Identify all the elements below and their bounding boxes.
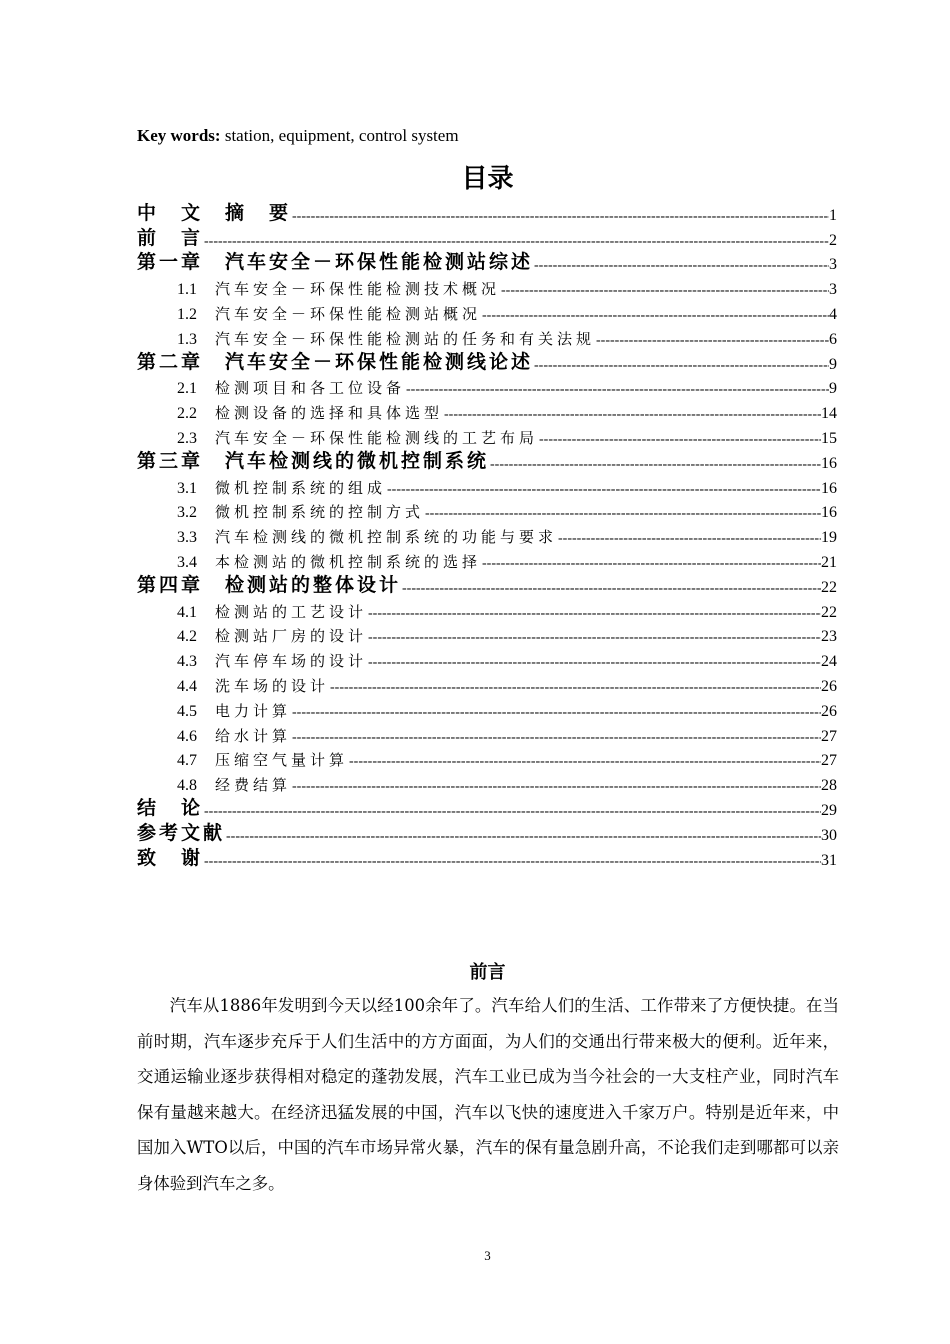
toc-dot-leader [291, 779, 821, 795]
toc-entry-page: 21 [821, 553, 837, 571]
toc-dot-leader [291, 209, 829, 225]
toc-entry-page: 1 [829, 206, 837, 224]
toc-entry [137, 398, 837, 423]
toc-entry-label [137, 427, 538, 448]
toc-entry-number: 4.4 [177, 677, 197, 695]
toc-entry-page: 31 [821, 851, 837, 869]
preface-body: 汽车从1886年发明到今天以经100余年了。汽车给人们的生活、工作带来了方便快捷。在当前时期，汽车逐步充斥于人们生活中的方方面面，为人们的交通出行带来极大的便利。近年来，交通运输业逐步获得相对稳定的蓬勃发展，汽车工业已成为当今社会的一大支柱产业，同时汽车保有量越来越大。在经济迅猛发展的中国，汽车以飞快的速度进入千家万户。特别是近年来，中国加入WTO以后，中国的汽车市场异常火暴，汽车的保有量急剧升高，不论我们走到哪都可以亲身体验到汽车之多。 [137, 996, 839, 1193]
toc-dot-leader [500, 283, 829, 299]
toc-dot-leader [443, 407, 821, 423]
toc-entry-page: 16 [821, 504, 837, 522]
toc-entry-label [137, 601, 367, 622]
toc-entry-page: 27 [821, 752, 837, 770]
toc-dot-leader [348, 754, 821, 770]
toc-entry-label [137, 675, 329, 696]
toc-entry-number: 3.3 [177, 529, 197, 547]
toc-entry-label [137, 328, 595, 349]
toc-entry-page: 4 [829, 305, 837, 323]
toc-entry-label [137, 650, 367, 671]
toc-dot-leader [557, 531, 821, 547]
toc-entry [137, 671, 837, 696]
toc-entry [137, 200, 837, 225]
toc-entry-number: 2.1 [177, 380, 197, 398]
toc-entry-label: 前 言 [137, 226, 204, 249]
toc-entry [137, 597, 837, 622]
toc-entry-page: 29 [821, 801, 837, 819]
toc-entry-page: 19 [821, 529, 837, 547]
toc-entry-page: 3 [829, 256, 837, 274]
toc-entry-page: 23 [821, 628, 837, 646]
toc-entry-page: 30 [821, 826, 837, 844]
toc-dot-leader [533, 258, 829, 274]
toc-dot-leader [405, 382, 829, 398]
toc-entry-page: 15 [821, 429, 837, 447]
toc-entry-number: 4.3 [177, 653, 197, 671]
toc-entry-page: 28 [821, 777, 837, 795]
toc-entry-number: 4.6 [177, 727, 197, 745]
toc-entry [137, 622, 837, 647]
toc-entry-page: 3 [829, 281, 837, 299]
toc-entry-label [137, 749, 348, 770]
toc-entry [137, 498, 837, 523]
toc-entry-text: 压缩空气量计算 [215, 751, 349, 770]
toc-entry-text: 检测站厂房的设计 [215, 627, 368, 646]
toc-dot-leader [291, 730, 821, 746]
toc-entry-label [137, 278, 500, 299]
table-of-contents [137, 200, 837, 870]
toc-entry-label: 第四章 检测站的整体设计 [137, 573, 402, 596]
toc-dot-leader [595, 333, 829, 349]
toc-entry [137, 324, 837, 349]
toc-entry-number: 3.1 [177, 479, 197, 497]
toc-entry-label [137, 774, 291, 795]
toc-dot-leader [424, 506, 821, 522]
toc-entry-label [137, 402, 443, 423]
toc-entry-label [137, 551, 481, 572]
toc-entry [137, 770, 837, 795]
toc-entry-text: 经费结算 [215, 776, 292, 795]
toc-entry-page: 26 [821, 702, 837, 720]
toc-entry-label [137, 725, 291, 746]
toc-entry-label: 第一章 汽车安全－环保性能检测站综述 [137, 251, 534, 274]
toc-entry-page: 24 [821, 653, 837, 671]
toc-entry [137, 547, 837, 572]
toc-entry-label: 致 谢 [137, 846, 204, 869]
toc-entry-text: 汽车安全－环保性能检测站概况 [215, 304, 482, 323]
toc-entry-label: 参考文献 [137, 821, 226, 844]
toc-entry-text: 本检测站的微机控制系统的选择 [215, 552, 482, 571]
toc-entry-label [137, 625, 367, 646]
toc-entry [137, 349, 837, 374]
toc-entry-text: 洗车场的设计 [215, 676, 330, 695]
toc-entry-page: 22 [821, 578, 837, 596]
toc-dot-leader [481, 308, 829, 324]
toc-entry-page: 26 [821, 677, 837, 695]
keywords-value: station, equipment, control system [220, 126, 459, 145]
toc-entry-text: 汽车安全－环保性能检测站的任务和有关法规 [215, 329, 596, 348]
page-number: 3 [484, 1248, 491, 1263]
toc-entry-page: 6 [829, 330, 837, 348]
toc-entry-page: 14 [821, 405, 837, 423]
toc-entry-label: 第三章 汽车检测线的微机控制系统 [137, 449, 490, 472]
keywords-line [137, 126, 459, 146]
toc-entry-number: 1.2 [177, 305, 197, 323]
toc-entry-number: 4.8 [177, 777, 197, 795]
toc-dot-leader [291, 705, 821, 721]
toc-entry-label [137, 377, 405, 398]
toc-entry-number: 1.1 [177, 281, 197, 299]
toc-entry [137, 746, 837, 771]
toc-entry [137, 250, 837, 275]
toc-dot-leader [386, 482, 821, 498]
toc-entry-number: 2.2 [177, 405, 197, 423]
toc-entry-page: 22 [821, 603, 837, 621]
toc-dot-leader [538, 432, 821, 448]
toc-entry [137, 423, 837, 448]
toc-entry-number: 4.1 [177, 603, 197, 621]
toc-entry-text: 微机控制系统的控制方式 [215, 503, 425, 522]
toc-entry [137, 795, 837, 820]
toc-dot-leader [401, 581, 821, 597]
toc-entry-label [137, 303, 481, 324]
toc-entry-text: 汽车停车场的设计 [215, 652, 368, 671]
toc-entry-number: 4.7 [177, 752, 197, 770]
toc-entry-number: 2.3 [177, 429, 197, 447]
toc-entry-page: 9 [829, 355, 837, 373]
toc-entry [137, 374, 837, 399]
toc-entry [137, 522, 837, 547]
toc-dot-leader [203, 854, 821, 870]
toc-entry [137, 646, 837, 671]
toc-entry-label: 结 论 [137, 796, 204, 819]
toc-entry-page: 16 [821, 479, 837, 497]
toc-entry [137, 473, 837, 498]
toc-entry-text: 给水计算 [215, 726, 292, 745]
preface-title: 前言 [469, 962, 506, 983]
toc-entry-text: 汽车检测线的微机控制系统的功能与要求 [215, 528, 558, 547]
toc-dot-leader [203, 804, 821, 820]
toc-entry-page: 16 [821, 454, 837, 472]
toc-entry-label: 中 文 摘 要 [137, 201, 292, 224]
toc-entry-number: 1.3 [177, 330, 197, 348]
toc-entry-number: 4.2 [177, 628, 197, 646]
toc-entry-number: 4.5 [177, 702, 197, 720]
toc-dot-leader [481, 556, 821, 572]
toc-entry [137, 696, 837, 721]
toc-entry-text: 检测设备的选择和具体选型 [215, 404, 444, 423]
toc-entry-label [137, 526, 557, 547]
toc-entry-text: 汽车安全－环保性能检测线的工艺布局 [215, 428, 539, 447]
toc-entry [137, 820, 837, 845]
toc-entry-text: 电力计算 [215, 701, 292, 720]
toc-entry [137, 274, 837, 299]
toc-entry [137, 299, 837, 324]
toc-title: 目录 [461, 164, 514, 194]
toc-entry-label [137, 501, 424, 522]
toc-entry-number: 3.4 [177, 553, 197, 571]
toc-dot-leader [329, 680, 821, 696]
toc-dot-leader [533, 358, 829, 374]
toc-entry [137, 448, 837, 473]
toc-dot-leader [225, 829, 821, 845]
toc-dot-leader [367, 630, 821, 646]
toc-entry-text: 微机控制系统的组成 [215, 478, 387, 497]
toc-entry-label [137, 477, 386, 498]
toc-entry [137, 572, 837, 597]
toc-dot-leader [203, 234, 829, 250]
toc-dot-leader [489, 457, 821, 473]
toc-entry-text: 检测项目和各工位设备 [215, 379, 406, 398]
toc-entry-page: 9 [829, 380, 837, 398]
toc-entry-page: 27 [821, 727, 837, 745]
toc-entry [137, 225, 837, 250]
toc-entry-number: 3.2 [177, 504, 197, 522]
toc-dot-leader [367, 606, 821, 622]
toc-entry-label [137, 700, 291, 721]
toc-entry-page: 2 [829, 231, 837, 249]
toc-entry-label: 第二章 汽车安全－环保性能检测线论述 [137, 350, 534, 373]
toc-entry-text: 汽车安全－环保性能检测技术概况 [215, 280, 501, 299]
toc-entry [137, 845, 837, 870]
toc-entry-text: 检测站的工艺设计 [215, 602, 368, 621]
keywords-label: Key words: [137, 126, 221, 145]
toc-entry [137, 721, 837, 746]
toc-dot-leader [367, 655, 821, 671]
